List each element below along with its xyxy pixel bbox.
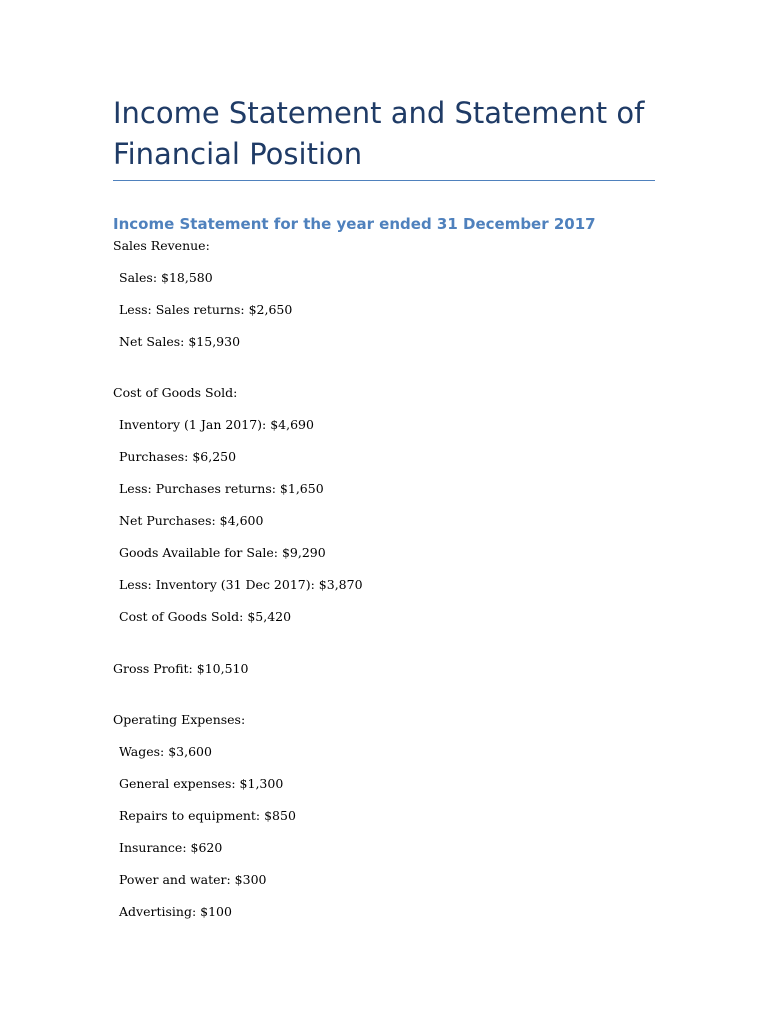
wages-line: Wages: $3,600 xyxy=(119,744,212,759)
closing-inventory-line: Less: Inventory (31 Dec 2017): $3,870 xyxy=(119,577,363,592)
cost-of-goods-sold-label: Cost of Goods Sold: xyxy=(113,385,238,400)
cost-of-goods-sold-line: Cost of Goods Sold: $5,420 xyxy=(119,609,292,624)
title-divider xyxy=(113,180,655,181)
sales-revenue-label: Sales Revenue: xyxy=(113,238,210,253)
purchases-returns-line: Less: Purchases returns: $1,650 xyxy=(119,481,324,496)
general-expenses-line: General expenses: $1,300 xyxy=(119,776,284,791)
section-heading: Income Statement for the year ended 31 December 2017 xyxy=(113,215,596,233)
net-purchases-line: Net Purchases: $4,600 xyxy=(119,513,264,528)
document-title: Income Statement and Statement of Financial Position xyxy=(113,96,645,171)
goods-available-line: Goods Available for Sale: $9,290 xyxy=(119,545,326,560)
gross-profit-line: Gross Profit: $10,510 xyxy=(113,661,249,676)
operating-expenses-label: Operating Expenses: xyxy=(113,712,246,727)
advertising-line: Advertising: $100 xyxy=(119,904,232,919)
repairs-line: Repairs to equipment: $850 xyxy=(119,808,296,823)
opening-inventory-line: Inventory (1 Jan 2017): $4,690 xyxy=(119,417,314,432)
purchases-line: Purchases: $6,250 xyxy=(119,449,237,464)
net-sales-line: Net Sales: $15,930 xyxy=(119,334,241,349)
power-water-line: Power and water: $300 xyxy=(119,872,267,887)
insurance-line: Insurance: $620 xyxy=(119,840,223,855)
sales-returns-line: Less: Sales returns: $2,650 xyxy=(119,302,293,317)
sales-line: Sales: $18,580 xyxy=(119,270,213,285)
